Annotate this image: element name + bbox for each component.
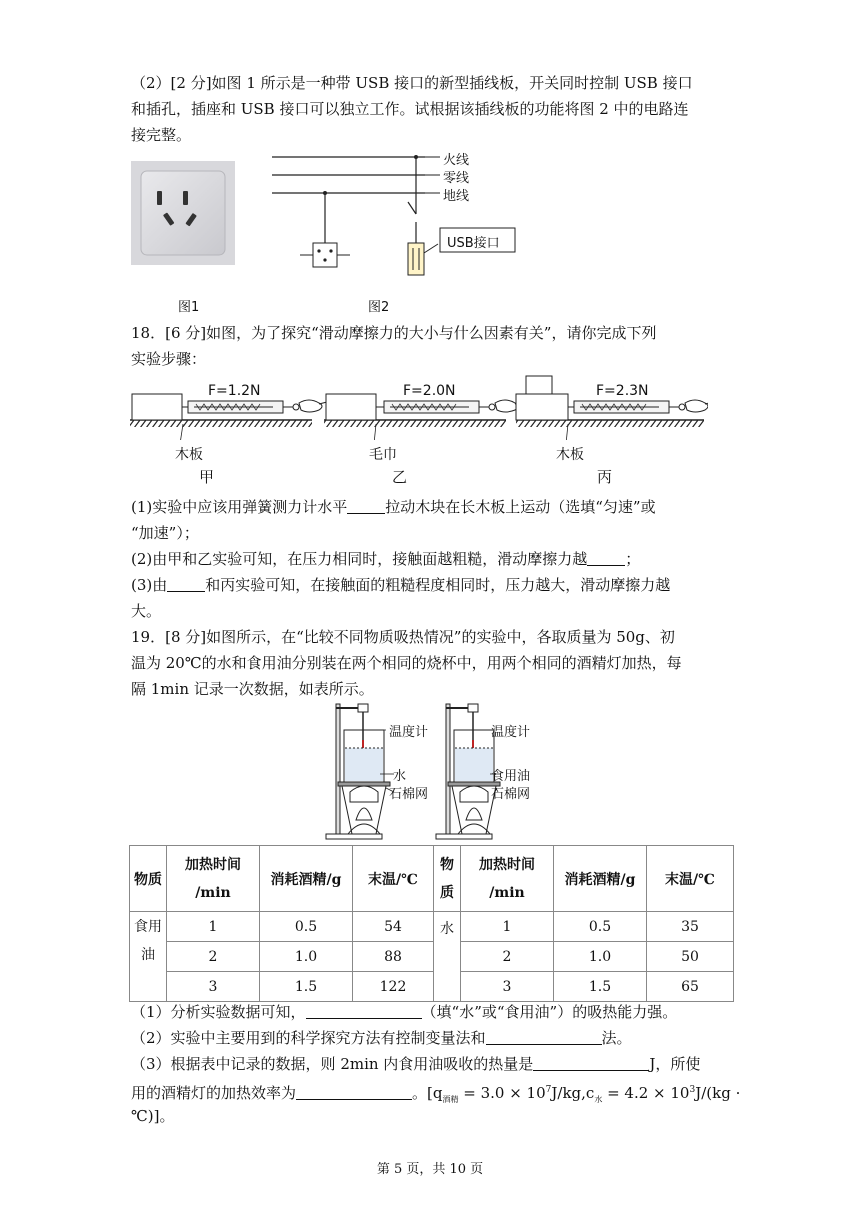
gauze-label-2: 石棉网 bbox=[491, 787, 531, 802]
q18-line-2: 实验步骤： bbox=[131, 350, 207, 368]
water-temp-3: 65 bbox=[647, 972, 734, 1002]
answer-blank[interactable] bbox=[296, 1083, 412, 1100]
water-time-1: 1 bbox=[461, 912, 554, 942]
socket-hole-icon bbox=[157, 191, 162, 205]
surface-label-3: 木板 bbox=[556, 447, 584, 463]
q19-part-3-end: ℃)]。 bbox=[131, 1107, 175, 1125]
oil-time-3: 3 bbox=[167, 972, 260, 1002]
circuit-diagram bbox=[270, 148, 530, 278]
force-label-2: F=2.0N bbox=[403, 383, 456, 399]
force-label-3: F=2.3N bbox=[596, 383, 649, 399]
q19-part-3-text-f: = 3.0 × 10 bbox=[458, 1084, 546, 1102]
q17-line-2: 和插孔，插座和 USB 接口可以独立工作。试根据该插线板的功能将图 2 中的电路连 bbox=[131, 100, 689, 118]
table-row bbox=[130, 942, 734, 972]
answer-blank[interactable] bbox=[167, 575, 205, 592]
q18-step-3 bbox=[131, 572, 731, 598]
header-time-a-line2: /min bbox=[195, 884, 231, 901]
answer-blank[interactable] bbox=[587, 549, 625, 566]
water-label: 水 bbox=[393, 769, 407, 784]
water-name-cell: 水 bbox=[434, 912, 461, 1002]
header-time-b bbox=[461, 846, 554, 912]
q18-line-1: 18．[6 分]如图，为了探究“滑动摩擦力的大小与什么因素有关”，请你完成下列 bbox=[131, 324, 657, 342]
header-time-b-line1: 加热时间 bbox=[479, 856, 535, 873]
water-temp-1: 35 bbox=[647, 912, 734, 942]
usb-label: USB接口 bbox=[447, 236, 500, 251]
q18-step-1-cont: “加速”）； bbox=[131, 524, 199, 542]
socket-photo bbox=[131, 161, 235, 265]
fig1-caption: 图1 bbox=[178, 300, 200, 315]
thermometer-label-2: 温度计 bbox=[491, 725, 531, 740]
header-time-a bbox=[167, 846, 260, 912]
table-row bbox=[130, 972, 734, 1002]
oil-label: 食用油 bbox=[491, 769, 531, 784]
water-temp-2: 50 bbox=[647, 942, 734, 972]
oil-temp-2: 88 bbox=[353, 942, 434, 972]
q18-step-3-text-b: 和丙实验可知，在接触面的粗糙程度相同时，压力越大，滑动摩擦力越 bbox=[205, 576, 671, 594]
water-alcohol-3: 1.5 bbox=[554, 972, 647, 1002]
q17-line-3: 接完整。 bbox=[131, 126, 192, 144]
oil-alcohol-2: 1.0 bbox=[260, 942, 353, 972]
water-subscript: 水 bbox=[594, 1095, 603, 1104]
header-substance-b bbox=[434, 846, 461, 912]
header-temp-a: 末温/℃ bbox=[353, 846, 434, 912]
q17-line-1: （2）[2 分]如图 1 所示是一种带 USB 接口的新型插线板，开关同时控制 USB 接口 bbox=[131, 74, 693, 92]
q18-step-3-cont: 大。 bbox=[131, 602, 162, 620]
oil-time-2: 2 bbox=[167, 942, 260, 972]
wire-ground-label: 地线 bbox=[443, 189, 470, 204]
force-label-1: F=1.2N bbox=[208, 383, 261, 399]
oil-alcohol-3: 1.5 bbox=[260, 972, 353, 1002]
answer-blank[interactable] bbox=[533, 1054, 649, 1071]
header-substance-b-line1: 物 bbox=[440, 856, 454, 873]
heating-data-table bbox=[129, 845, 734, 1002]
wire-live-label: 火线 bbox=[443, 153, 470, 168]
exponent-7: 7 bbox=[545, 1085, 552, 1095]
q19-part-3-text-d: 。[q bbox=[412, 1084, 443, 1102]
oil-name-line1: 食用 bbox=[134, 919, 162, 935]
q19-line-2: 温为 20℃的水和食用油分别装在两个相同的烧杯中，用两个相同的酒精灯加热，每 bbox=[131, 654, 682, 672]
answer-blank[interactable] bbox=[306, 1002, 422, 1019]
q19-part-3 bbox=[131, 1051, 731, 1077]
header-alcohol-a: 消耗酒精/g bbox=[260, 846, 353, 912]
panel-name-3: 丙 bbox=[597, 468, 613, 486]
q19-part-1-text-a: （1）分析实验数据可知， bbox=[131, 1003, 306, 1021]
q19-part-3-text-l: J/(kg · bbox=[695, 1084, 741, 1102]
water-time-2: 2 bbox=[461, 942, 554, 972]
panel-name-2: 乙 bbox=[392, 468, 408, 486]
header-temp-b: 末温/℃ bbox=[647, 846, 734, 912]
table-row bbox=[130, 912, 734, 942]
q19-line-1: 19．[8 分]如图所示，在“比较不同物质吸热情况”的实验中，各取质量为 50g、初 bbox=[131, 628, 675, 646]
header-alcohol-b: 消耗酒精/g bbox=[554, 846, 647, 912]
q19-part-1-text-b: （填“水”或“食用油”）的吸热能力强。 bbox=[421, 1003, 678, 1021]
q19-part-2 bbox=[131, 1025, 731, 1051]
q19-part-3-text-b: J，所使 bbox=[649, 1055, 701, 1073]
q18-step-1 bbox=[131, 494, 731, 520]
water-alcohol-1: 0.5 bbox=[554, 912, 647, 942]
header-substance-b-line2: 质 bbox=[440, 884, 454, 901]
answer-blank[interactable] bbox=[486, 1028, 602, 1045]
wire-neutral-label: 零线 bbox=[443, 171, 470, 186]
water-time-3: 3 bbox=[461, 972, 554, 1002]
oil-time-1: 1 bbox=[167, 912, 260, 942]
header-substance-a: 物质 bbox=[130, 846, 167, 912]
exponent-3: 3 bbox=[689, 1085, 696, 1095]
header-time-a-line1: 加热时间 bbox=[185, 856, 241, 873]
surface-label-1: 木板 bbox=[175, 447, 203, 463]
panel-name-1: 甲 bbox=[199, 468, 215, 486]
oil-name-line2: 油 bbox=[141, 947, 155, 963]
oil-temp-1: 54 bbox=[353, 912, 434, 942]
surface-label-2: 毛巾 bbox=[369, 447, 397, 463]
oil-name-cell bbox=[130, 912, 167, 1002]
q18-step-3-text-a: (3)由 bbox=[131, 576, 168, 594]
oil-temp-3: 122 bbox=[353, 972, 434, 1002]
q19-part-2-text-a: （2）实验中主要用到的科学探究方法有控制变量法和 bbox=[131, 1029, 486, 1047]
thermometer-label-1: 温度计 bbox=[389, 725, 429, 740]
q19-part-3-text-h: J/kg,c bbox=[551, 1084, 595, 1102]
q18-step-2-text-b: ； bbox=[625, 550, 641, 568]
q19-part-1 bbox=[131, 999, 731, 1025]
answer-blank[interactable] bbox=[347, 497, 385, 514]
header-time-b-line2: /min bbox=[489, 884, 525, 901]
oil-alcohol-1: 0.5 bbox=[260, 912, 353, 942]
q18-step-2-text-a: (2)由甲和乙实验可知，在压力相同时，接触面越粗糙，滑动摩擦力越 bbox=[131, 550, 588, 568]
q18-step-2 bbox=[131, 546, 731, 572]
fig2-caption: 图2 bbox=[368, 300, 390, 315]
q19-part-3-text-j: = 4.2 × 10 bbox=[602, 1084, 690, 1102]
q19-part-3-text-a: （3）根据表中记录的数据，则 2min 内食用油吸收的热量是 bbox=[131, 1055, 534, 1073]
q19-line-3: 隔 1min 记录一次数据，如表所示。 bbox=[131, 680, 374, 698]
page-footer: 第 5 页，共 10 页 bbox=[376, 1162, 484, 1177]
q19-part-3-text-c: 用的酒精灯的加热效率为 bbox=[131, 1084, 297, 1102]
q18-step-1-text-b: 拉动木块在长木板上运动（选填“匀速”或 bbox=[385, 498, 656, 516]
gauze-label-1: 石棉网 bbox=[389, 787, 429, 802]
q19-part-2-text-b: 法。 bbox=[601, 1029, 632, 1047]
table-header-row bbox=[130, 846, 734, 912]
water-alcohol-2: 1.0 bbox=[554, 942, 647, 972]
q18-step-1-text-a: (1)实验中应该用弹簧测力计水平 bbox=[131, 498, 348, 516]
alcohol-subscript: 酒精 bbox=[442, 1095, 459, 1104]
